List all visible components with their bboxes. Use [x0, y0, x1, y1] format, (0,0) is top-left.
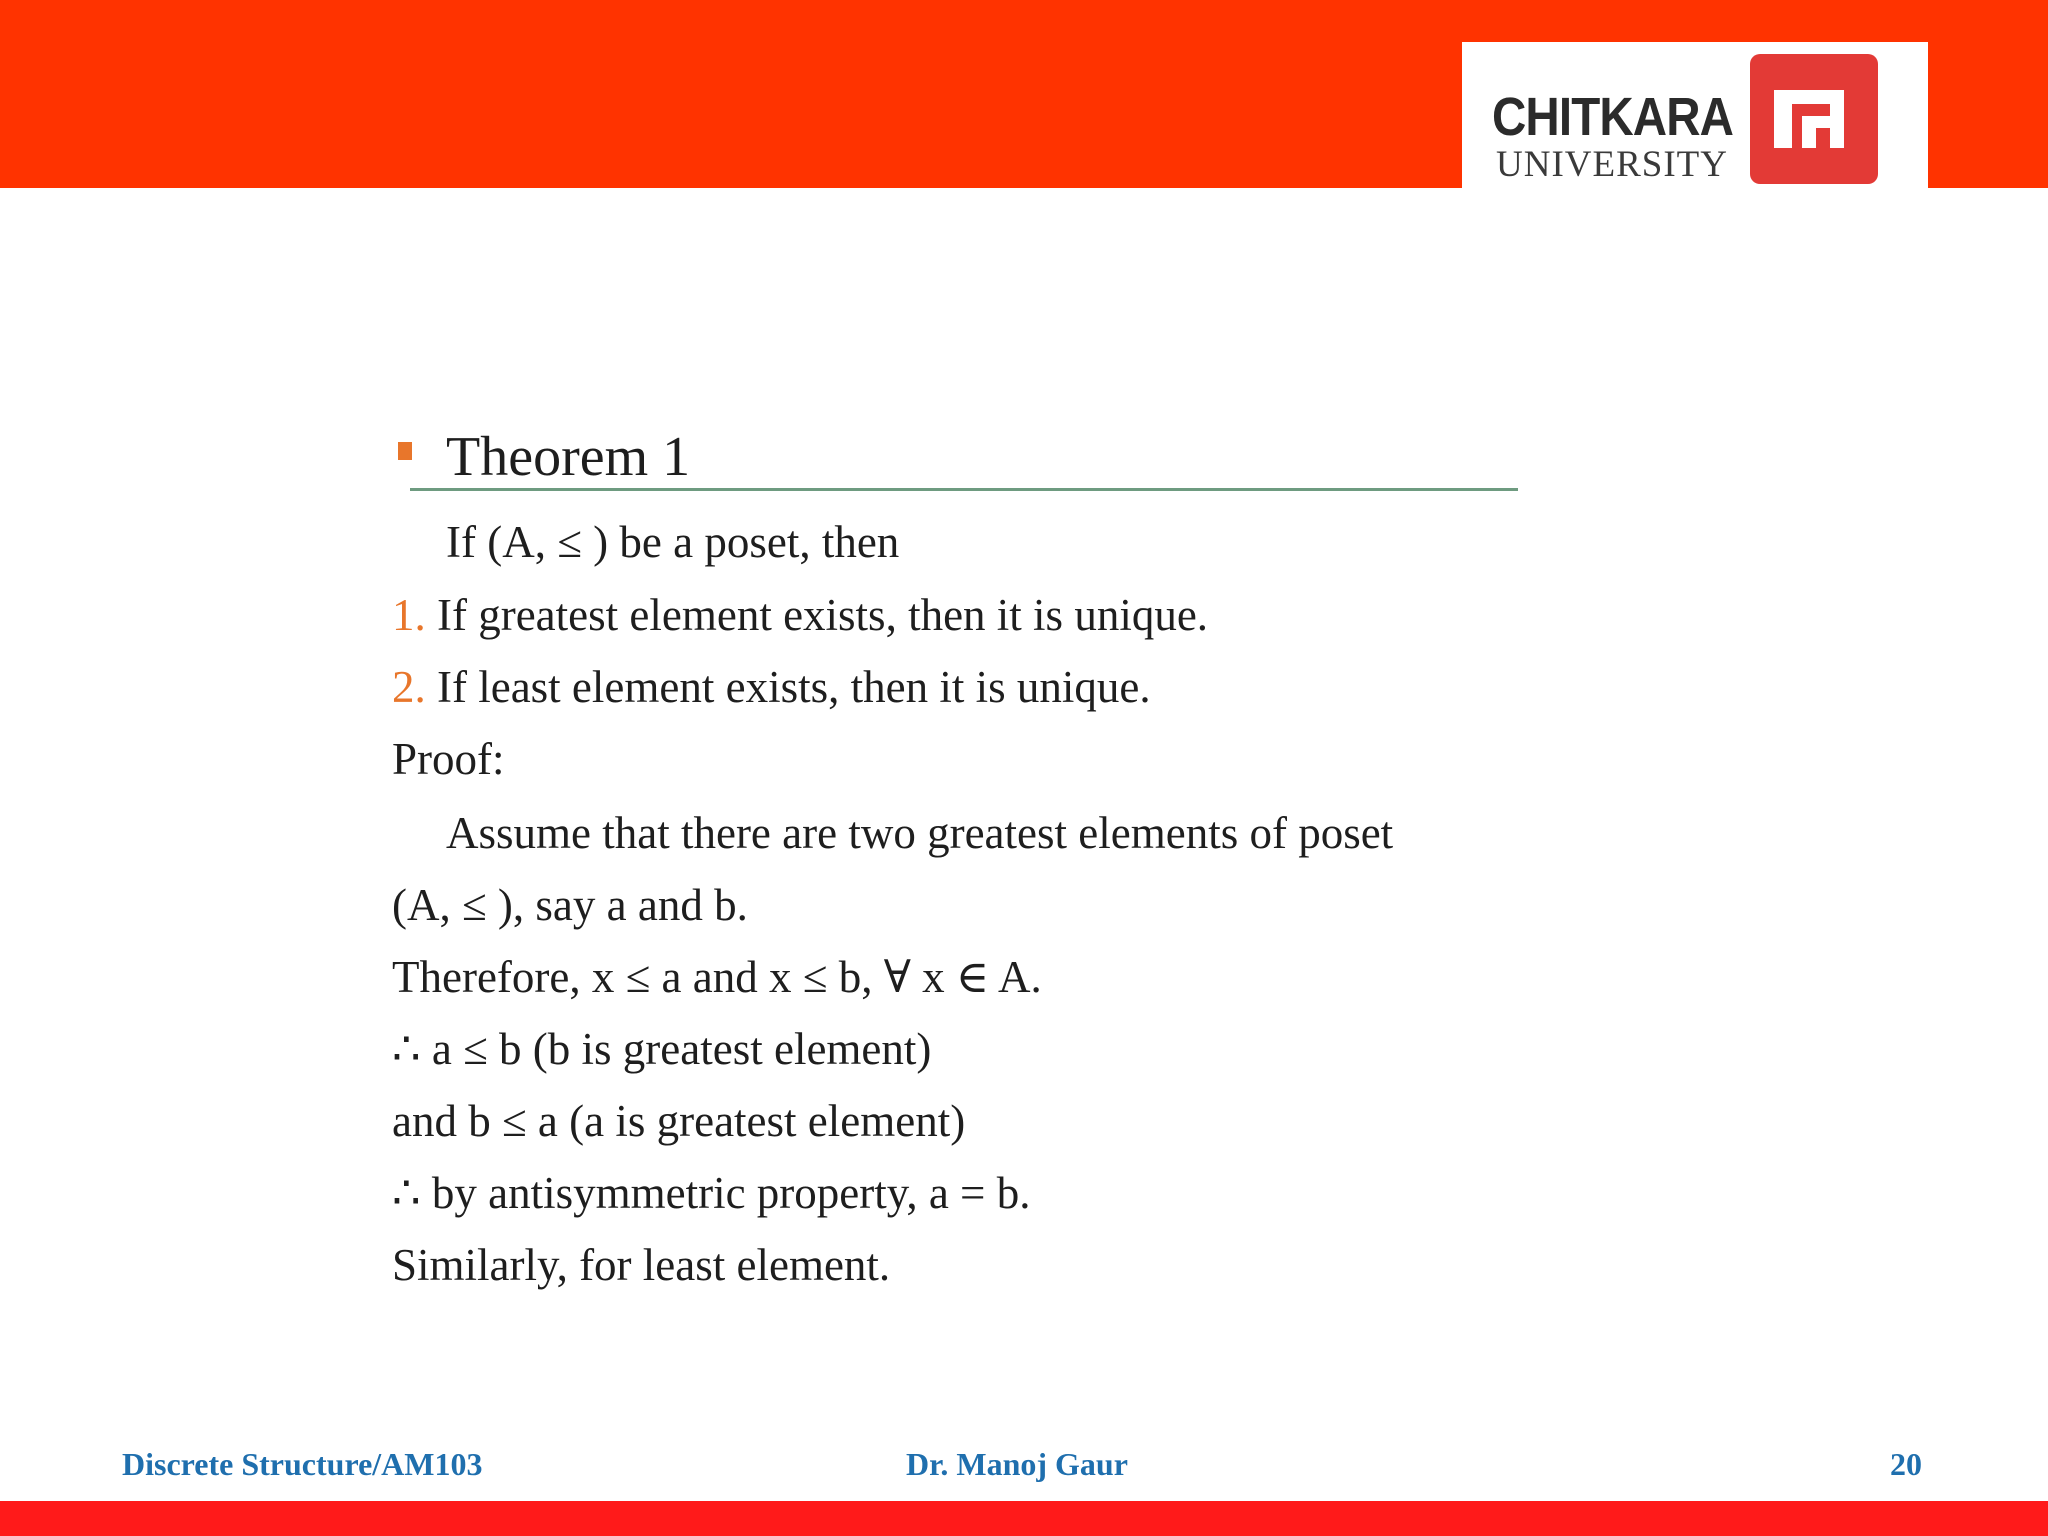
- list-item-number: 2.: [392, 662, 426, 712]
- bullet-square-icon: [398, 442, 412, 460]
- list-item: [392, 662, 1151, 712]
- proof-line: Similarly, for least element.: [392, 1240, 891, 1290]
- proof-line: Assume that there are two greatest elements of poset: [446, 808, 1394, 858]
- university-logo: [1462, 42, 1928, 188]
- proof-line: and b ≤ a (a is greatest element): [392, 1096, 966, 1146]
- proof-line: ∴ by antisymmetric property, a = b.: [392, 1168, 1031, 1218]
- heading-underline: [410, 488, 1518, 491]
- list-item-text: If least element exists, then it is unique.: [437, 662, 1151, 712]
- logo-emblem-icon: [1750, 54, 1878, 184]
- footer-course: Discrete Structure/AM103: [122, 1446, 483, 1482]
- slide-heading: Theorem 1: [446, 426, 691, 488]
- proof-line: Therefore, x ≤ a and x ≤ b, ∀ x ∈ A.: [392, 952, 1042, 1002]
- footer-page-number: 20: [1890, 1446, 1922, 1482]
- list-item: [392, 590, 1209, 640]
- proof-label: Proof:: [392, 734, 505, 784]
- list-item-text: If greatest element exists, then it is unique.: [437, 590, 1209, 640]
- logo-subtitle: UNIVERSITY: [1496, 144, 1728, 185]
- list-item-number: 1.: [392, 590, 426, 640]
- footer-author: Dr. Manoj Gaur: [906, 1446, 1128, 1482]
- proof-line: (A, ≤ ), say a and b.: [392, 880, 748, 930]
- logo-wordmark: CHITKARA: [1492, 87, 1734, 147]
- footer-bar: [0, 1501, 2048, 1536]
- proof-line: ∴ a ≤ b (b is greatest element): [392, 1024, 932, 1074]
- theorem-intro: If (A, ≤ ) be a poset, then: [446, 517, 900, 567]
